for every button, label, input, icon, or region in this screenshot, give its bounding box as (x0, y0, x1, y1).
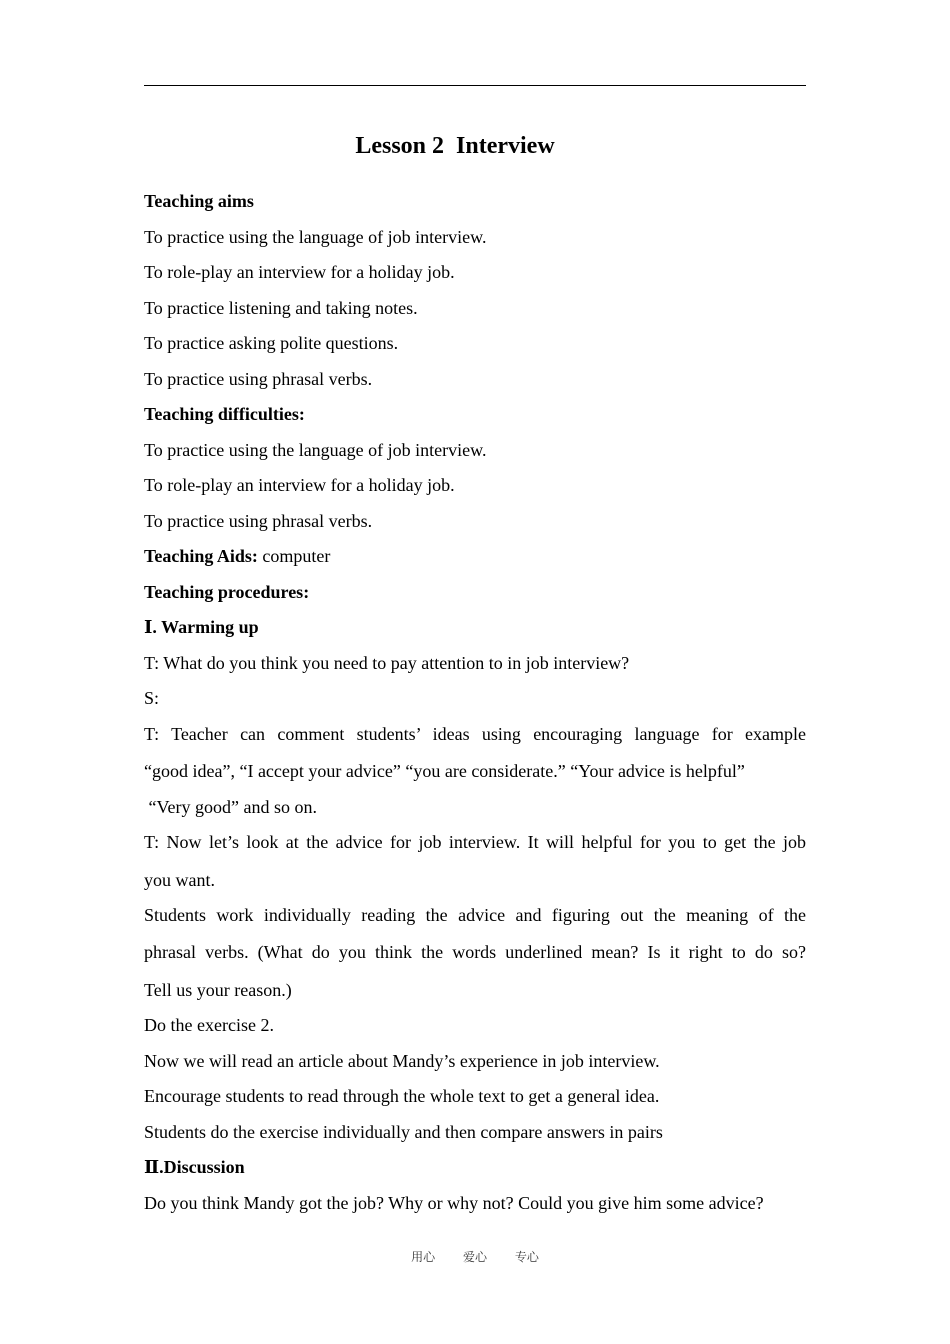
body-line: Tell us your reason.) (144, 980, 292, 1000)
body-line: T: Now let’s look at the advice for job interview. It will helpful for you to get the job (144, 832, 806, 852)
difficulty-line: To practice using phrasal verbs. (144, 511, 373, 531)
body-line: T: What do you think you need to pay attention to in job interview? (144, 653, 630, 673)
heading-teaching-procedures: Teaching procedures: (144, 582, 310, 602)
aim-line: To practice listening and taking notes. (144, 298, 418, 318)
body-line: “Very good” and so on. (144, 797, 317, 817)
body-line: you want. (144, 870, 215, 890)
body-line: phrasal verbs. (What do you think the words underlined mean? Is it right to do so? (144, 942, 806, 962)
aim-line: To practice using phrasal verbs. (144, 369, 373, 389)
aim-line: To role-play an interview for a holiday job. (144, 262, 455, 282)
heading-teaching-difficulties: Teaching difficulties: (144, 404, 305, 424)
body-line: T: Teacher can comment students’ ideas using encouraging language for example (144, 724, 806, 744)
heading-teaching-aims: Teaching aims (144, 191, 254, 211)
body-line: Encourage students to read through the whole text to get a general idea. (144, 1086, 660, 1106)
header-rule (144, 85, 806, 86)
body-line: Do you think Mandy got the job? Why or why not? Could you give him some advice? (144, 1193, 764, 1213)
aim-line: To practice using the language of job interview. (144, 227, 487, 247)
body-line: Students do the exercise individually and then compare answers in pairs (144, 1122, 663, 1142)
difficulty-line: To practice using the language of job interview. (144, 440, 487, 460)
difficulty-line: To role-play an interview for a holiday job. (144, 475, 455, 495)
page-footer (0, 1248, 950, 1265)
section-discussion: Ⅱ.Discussion (144, 1157, 245, 1177)
teaching-aids-line (144, 545, 330, 567)
footer-text: 专心 (514, 1250, 539, 1264)
footer-text: 用心 (411, 1250, 436, 1264)
page-title: Lesson 2 Interview (355, 133, 555, 159)
teaching-aids-value: computer (257, 546, 331, 566)
body-line: Now we will read an article about Mandy’s experience in job interview. (144, 1051, 660, 1071)
footer-text: 爱心 (462, 1250, 487, 1264)
body-line: “good idea”, “I accept your advice” “you are considerate.” “Your advice is helpful” (144, 761, 745, 781)
section-warming-up: Ⅰ. Warming up (144, 617, 259, 637)
body-line: Do the exercise 2. (144, 1015, 274, 1035)
body-line: Students work individually reading the advice and figuring out the meaning of the (144, 905, 806, 925)
teaching-aids-label: Teaching Aids: (144, 546, 258, 566)
body-line: S: (144, 688, 160, 708)
aim-line: To practice asking polite questions. (144, 333, 399, 353)
